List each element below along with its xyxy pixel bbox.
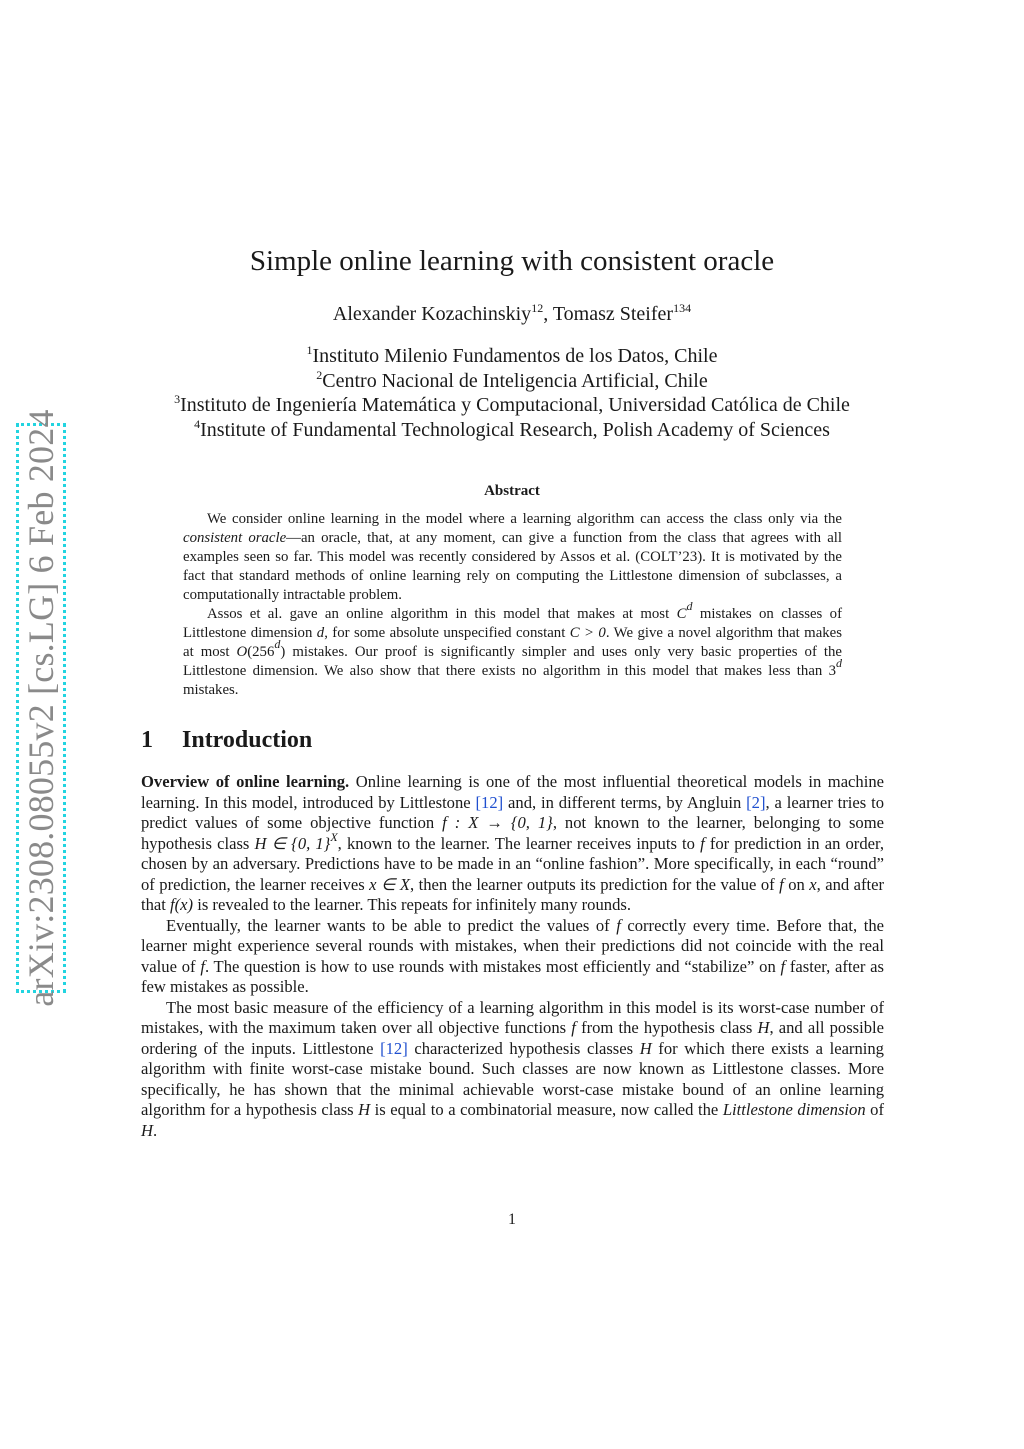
text-run: mistakes. Our proof is significantly simpler and uses only very basic properties of the Littlestone dimension. We also show that there exists no algorithm in this model that makes less than 3 xyxy=(183,644,842,679)
text-run: , then the learner outputs its prediction for the value of xyxy=(410,874,780,894)
math-superscript: d xyxy=(836,656,842,670)
arxiv-identifier-stamp[interactable] xyxy=(16,409,66,1007)
text-run: mistakes on classes of Littlestone dimension xyxy=(183,606,842,641)
abstract-paragraph xyxy=(183,510,842,605)
text-run: , not known to the learner, belonging to some hypothesis class xyxy=(141,813,884,853)
text-run: The most basic measure of the efficiency of a learning algorithm in this model is its worst-case number of mistakes, with the maximum taken over all objective functions xyxy=(141,997,884,1037)
math-inline: C xyxy=(676,606,687,622)
affiliation-text: Institute of Fundamental Technological Research, Polish Academy of Sciences xyxy=(200,418,830,441)
affiliation-mark: 1 xyxy=(306,343,313,357)
author-affiliation-marks: 134 xyxy=(673,301,692,315)
math-inline: f xyxy=(616,915,621,935)
affiliation-mark: 4 xyxy=(194,416,201,431)
author-list xyxy=(0,303,1024,326)
author-affiliation-marks: 12 xyxy=(531,301,544,315)
text-run: of xyxy=(865,1100,884,1119)
math-inline: f : X → {0, 1} xyxy=(442,813,553,832)
math-inline: O xyxy=(236,644,248,660)
text-run: . We give a novel algorithm that makes at most xyxy=(183,625,842,660)
text-run: —an oracle, that, at any moment, can give a function from the class that agrees with all examples seen so far. This model was recently considered by Assos et al. (COLT’23). It is motivated by the fact that standard methods of online learning rely on computing the Littlestone dimension of subclasses, a computationally intractable problem. xyxy=(183,530,842,603)
math-inline: f xyxy=(200,956,205,976)
text-run: Assos et al. gave an online algorithm in this model that makes at most xyxy=(207,606,677,622)
text-run: Eventually, the learner wants to be able to predict the values of xyxy=(166,915,617,935)
text-run: We consider online learning in the model where a learning algorithm can access the class only via the xyxy=(207,511,842,527)
text-run: , known to the learner. The learner receives inputs to xyxy=(337,833,701,853)
author-name: Tomasz Steifer xyxy=(552,303,674,325)
emphasis-text: Littlestone dimension xyxy=(722,1100,866,1119)
affiliation-list xyxy=(0,344,1024,442)
math-inline: x ∈ X xyxy=(369,874,410,894)
math-inline: f xyxy=(700,833,705,853)
page-number: 1 xyxy=(508,1211,516,1228)
math-inline: C > 0 xyxy=(569,625,606,641)
math-inline: f(x) xyxy=(170,895,194,914)
math-superscript: d xyxy=(274,637,281,651)
author-separator: , xyxy=(543,303,553,325)
text-run: faster, after as few mistakes as possible. xyxy=(141,956,885,996)
text-run: is revealed to the learner. This repeats for infinitely many rounds. xyxy=(193,895,631,914)
text-run: characterized hypothesis classes xyxy=(407,1038,640,1058)
text-run: , a learner tries to predict values of some objective function xyxy=(141,792,884,832)
text-run: for prediction in an order, chosen by an adversary. Predictions have to be made in an “online fashion”. More specifically, in each “round” of prediction, the learner receives xyxy=(141,833,885,894)
affiliation-line xyxy=(0,369,1024,394)
math-inline: f xyxy=(779,874,784,894)
affiliation-line xyxy=(0,418,1024,443)
text-run: on xyxy=(783,874,810,894)
affiliation-line xyxy=(0,393,1024,418)
body-paragraph xyxy=(141,916,884,998)
affiliation-line xyxy=(0,344,1024,369)
arxiv-identifier-text: arXiv:2308.08055v2 [cs.LG] 6 Feb 2024 xyxy=(21,409,61,1007)
text-run: correctly every time. Before that, the learner might experience several rounds with mistakes, when their predictions did not coincide with the real value of xyxy=(141,915,884,976)
affiliation-text: Centro Nacional de Inteligencia Artificial, Chile xyxy=(322,369,708,392)
text-run: from the hypothesis class xyxy=(575,1018,758,1037)
affiliation-text: Instituto Milenio Fundamentos de los Datos, Chile xyxy=(312,345,718,367)
text-run: . The question is how to use rounds with mistakes most efficiently and “stabilize” on xyxy=(204,956,781,976)
text-run: for which there exists a learning algorithm with finite worst-case mistake bound. Such classes are now known as Littlestone classes. More specifically, he has shown that the minimal achievable worst-case mistake bound of an online learning algorithm for a hypothesis class xyxy=(141,1038,884,1119)
math-inline: f xyxy=(571,1018,576,1037)
body-paragraph xyxy=(141,772,884,916)
abstract-heading: Abstract xyxy=(484,483,540,499)
math-inline: (256 xyxy=(247,644,275,660)
citation-link[interactable]: [12] xyxy=(380,1038,408,1058)
math-inline: x xyxy=(809,874,817,894)
math-inline: H ∈ {0, 1} xyxy=(254,833,331,853)
body-paragraph xyxy=(141,998,884,1142)
section-title: Introduction xyxy=(182,727,313,753)
text-run: is equal to a combinatorial measure, now called the xyxy=(370,1100,723,1119)
text-run: . xyxy=(152,1120,158,1140)
section-number: 1 xyxy=(141,727,153,753)
text-run: Online learning is one of the most influential theoretical models in machine learning. In this model, introduced by Littlestone xyxy=(141,772,884,812)
text-run: and, in different terms, by Angluin xyxy=(503,792,747,812)
paper-title: Simple online learning with consistent oracle xyxy=(249,245,775,277)
math-superscript: X xyxy=(330,829,338,844)
math-superscript: d xyxy=(686,599,693,613)
text-run: , and after that xyxy=(141,874,884,914)
math-inline: H xyxy=(141,1120,153,1140)
abstract-body xyxy=(183,510,842,700)
text-run: , for some absolute unspecified constant xyxy=(324,625,570,641)
affiliation-mark: 3 xyxy=(174,392,181,406)
affiliation-mark: 2 xyxy=(316,367,323,382)
author-name: Alexander Kozachinskiy xyxy=(332,303,532,325)
math-inline: ) xyxy=(280,644,286,660)
math-inline: d xyxy=(316,625,325,641)
text-run: mistakes. xyxy=(183,682,239,698)
abstract-paragraph xyxy=(183,599,842,700)
citation-link[interactable]: [2] xyxy=(746,792,766,812)
affiliation-text: Instituto de Ingeniería Matemática y Computacional, Universidad Católica de Chile xyxy=(180,394,850,416)
math-inline: H xyxy=(757,1018,770,1037)
math-inline: H xyxy=(639,1038,652,1058)
run-in-heading: Overview of online learning. xyxy=(141,772,350,791)
citation-link[interactable]: [12] xyxy=(475,792,504,812)
emphasis-text: consistent oracle xyxy=(183,530,287,546)
section-body xyxy=(141,772,884,1141)
math-inline: H xyxy=(358,1100,371,1119)
section-heading xyxy=(141,727,312,754)
math-inline: f xyxy=(780,956,786,976)
text-run: , and all possible ordering of the inputs. Littlestone xyxy=(141,1018,885,1058)
